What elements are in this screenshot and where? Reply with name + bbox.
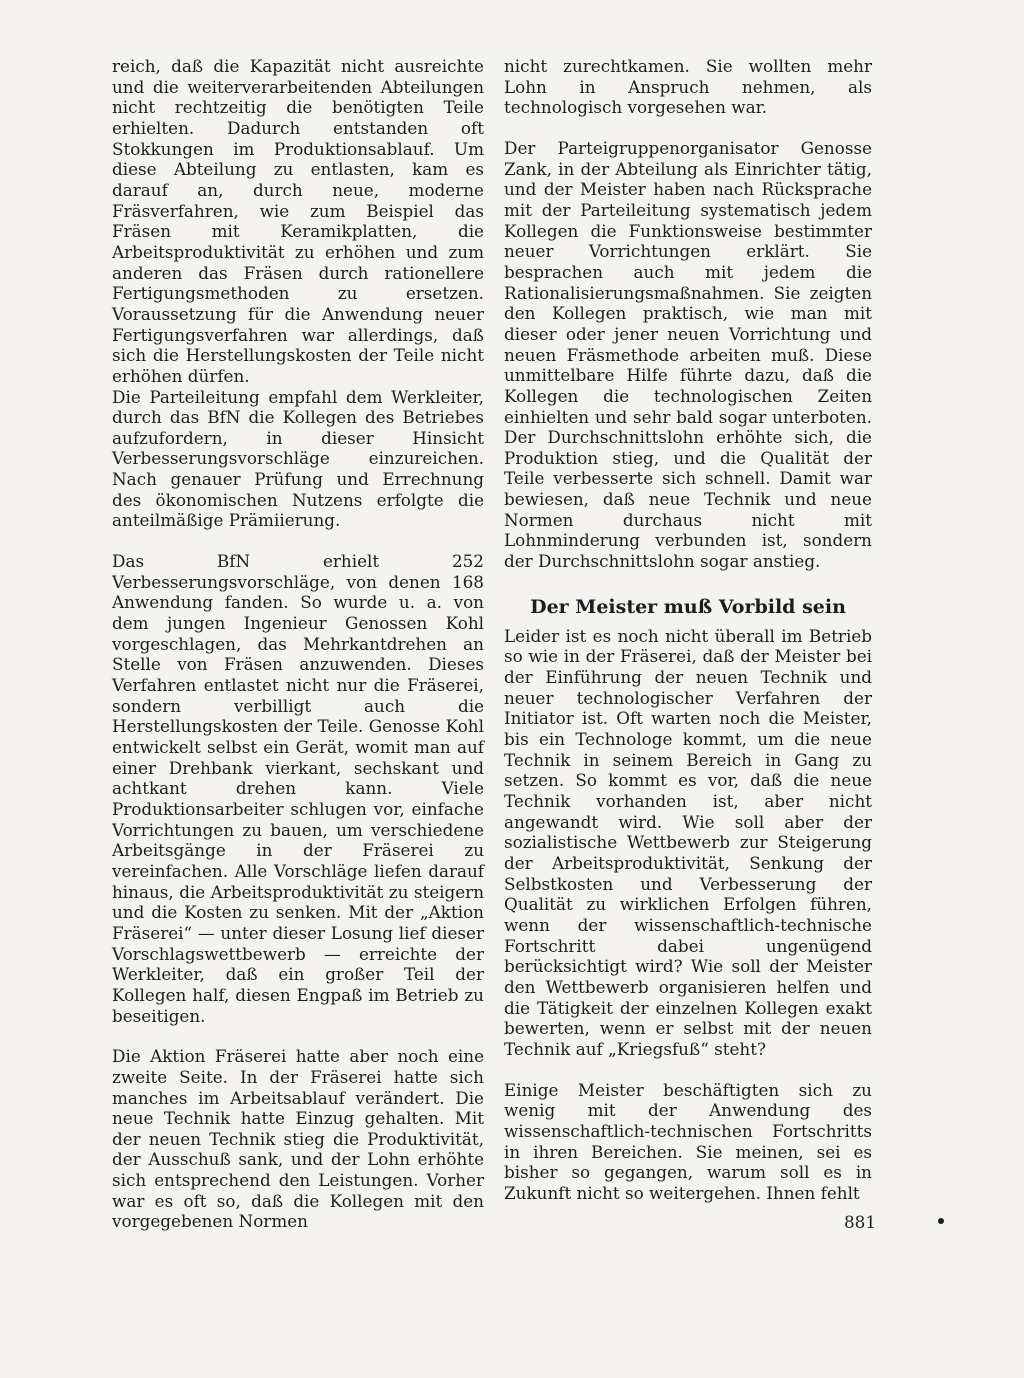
paragraph: Die Parteileitung empfahl dem Werkleiter, durch das BfN die Kollegen des Betriebes aufzufordern, in dieser Hinsicht Verbesserungsvorschläge einzureichen. Nach genauer Prüfung und Errechnung des ökonomischen Nutzens erfolgte die anteilmäßige Prämiierung. (112, 386, 484, 531)
left-column (112, 56, 484, 1232)
paragraph: Das BfN erhielt 252 Verbesserungsvorschläge, von denen 168 Anwendung fanden. So wurde u. a. von dem jungen Ingenieur Genossen Kohl vorgeschlagen, das Mehrkantdrehen an Stelle von Fräsen anzuwenden. Dieses Verfahren entlastet nicht nur die Fräserei, sondern verbilligt auch die Herstellungskosten der Teile. Genosse Kohl entwickelt selbst ein Gerät, womit man auf einer Drehbank vierkant, sechskant und achtkant drehen kann. Viele Produktionsarbeiter schlugen vor, einfache Vorrichtungen zu bauen, um verschiedene Arbeitsgänge in der Fräserei zu vereinfachen. Alle Vorschläge liefen darauf hinaus, die Arbeitsproduktivität zu steigern und die Kosten zu senken. Mit der „Aktion Fräserei“ — unter dieser Losung lief dieser Vorschlagswettbewerb — erreichte der Werkleiter, daß ein großer Teil der Kollegen half, diesen Engpaß im Betrieb zu beseitigen. (112, 551, 484, 1026)
margin-dot (938, 1218, 944, 1224)
section-heading: Der Meister muß Vorbild sein (530, 595, 846, 618)
paragraph: nicht zurechtkamen. Sie wollten mehr Lohn in Anspruch nehmen, als technologisch vorgesehen war. (504, 56, 872, 118)
paragraph: reich, daß die Kapazität nicht ausreichte und die weiterverarbeitenden Abteilungen nicht rechtzeitig die benötigten Teile erhielten. Dadurch entstanden oft Stokkungen im Produktionsablauf. Um diese Abteilung zu entlasten, kam es darauf an, durch neue, moderne Fräsverfahren, wie zum Beispiel das Fräsen mit Keramikplatten, die Arbeitsproduktivität zu erhöhen und zum anderen das Fräsen durch rationellere Fertigungsmethoden zu ersetzen. Voraussetzung für die Anwendung neuer Fertigungsverfahren war allerdings, daß sich die Herstellungskosten der Teile nicht erhöhen dürfen. (112, 56, 484, 386)
paragraph: Leider ist es noch nicht überall im Betrieb so wie in der Fräserei, daß der Meister bei der Einführung der neuen Technik und neuer technologischer Verfahren der Initiator ist. Oft warten noch die Meister, bis ein Technologe kommt, um die neue Technik in seinem Bereich in Gang zu setzen. So kommt es vor, daß die neue Technik vorhanden ist, aber nicht angewandt wird. Wie soll aber der sozialistische Wettbewerb zur Steigerung der Arbeitsproduktivität, Senkung der Selbstkosten und Verbesserung der Qualität zu wirklichen Erfolgen führen, wenn der wissenschaftlich-technische Fortschritt dabei ungenügend berücksichtigt wird? Wie soll der Meister den Wettbewerb organisieren helfen und die Tätigkeit der einzelnen Kollegen exakt bewerten, wenn er selbst mit der neuen Technik auf „Kriegsfuß“ steht? (504, 625, 872, 1059)
paragraph: Einige Meister beschäftigten sich zu wenig mit der Anwendung des wissenschaftlich-technischen Fortschritts in ihren Bereichen. Sie meinen, sei es bisher so gegangen, warum soll es in Zukunft nicht so weitergehen. Ihnen fehlt (504, 1079, 872, 1203)
right-column (504, 56, 872, 1203)
paragraph: Die Aktion Fräserei hatte aber noch eine zweite Seite. In der Fräserei hatte sich manches im Arbeitsablauf verändert. Die neue Technik hatte Einzug gehalten. Mit der neuen Technik stieg die Produktivität, der Ausschuß sank, und der Lohn erhöhte sich entsprechend den Leistungen. Vorher war es oft so, daß die Kollegen mit den vorgegebenen Normen (112, 1046, 484, 1232)
paragraph: Der Parteigruppenorganisator Genosse Zank, in der Abteilung als Einrichter tätig, und der Meister haben nach Rücksprache mit der Parteileitung systematisch jedem Kollegen die Funktionsweise bestimmter neuer Vorrichtungen erklärt. Sie besprachen auch mit jedem die Rationalisierungsmaßnahmen. Sie zeigten den Kollegen praktisch, wie man mit dieser oder jener neuen Vorrichtung und neuen Fräsmethode arbeiten muß. Diese unmittelbare Hilfe führte dazu, daß die Kollegen die technologischen Zeiten einhielten und sehr bald sogar unterboten. Der Durchschnittslohn erhöhte sich, die Produktion stieg, und die Qualität der Teile verbesserte sich schnell. Damit war bewiesen, daß neue Technik und neue Normen durchaus nicht mit Lohnminderung verbunden ist, sondern der Durchschnittslohn sogar anstieg. (504, 137, 872, 572)
page-number: 881 (844, 1212, 877, 1232)
